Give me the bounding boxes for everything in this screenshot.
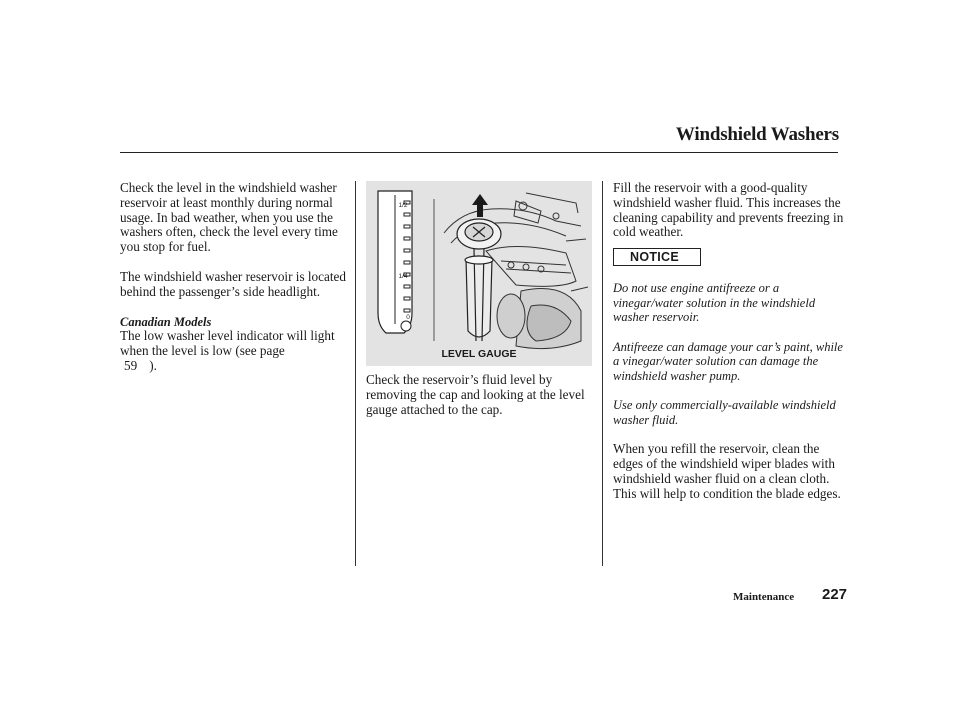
notice-antifreeze-warning: Do not use engine antifreeze or a vinegar/water solution in the windshield washer reservoir.: [613, 281, 816, 325]
level-gauge: [378, 191, 434, 341]
column-divider-left: [355, 181, 356, 566]
page-title: Windshield Washers: [675, 124, 839, 145]
notice-damage-warning: Antifreeze can damage your car’s paint, while a vinegar/water solution can damage the windshield washer pump.: [613, 339, 843, 383]
check-fluid-level-paragraph: Check the reservoir’s fluid level by removing the cap and looking at the level gauge attached to the cap.: [366, 372, 585, 417]
page-reference-link[interactable]: 59: [124, 357, 138, 373]
low-level-indicator-text: The low washer level indicator will light when the level is low (see page: [120, 328, 335, 359]
check-level-paragraph: Check the level in the windshield washer reservoir at least monthly during normal usage. In bad weather, when you use the washers often, check the level every time you stop for fuel.: [120, 180, 338, 255]
column-2: [366, 373, 592, 432]
canadian-models-subheading: Canadian Models: [120, 314, 212, 329]
notice-label: NOTICE: [613, 248, 701, 266]
level-gauge-illustration: [366, 181, 592, 366]
figure-caption: LEVEL GAUGE: [441, 348, 517, 360]
low-level-indicator-paragraph: [120, 329, 352, 373]
level-gauge-figure: [366, 181, 592, 366]
tick-label-half: 1/2: [398, 202, 408, 209]
fill-reservoir-paragraph: Fill the reservoir with a good-quality windshield washer fluid. This increases the cleaning capability and prevents freezing in cold weather.: [613, 180, 844, 240]
page-number: 227: [822, 586, 848, 603]
column-divider-right: [602, 181, 603, 566]
title-rule: [120, 152, 838, 153]
clean-wiper-paragraph: When you refill the reservoir, clean the edges of the windshield wiper blades with windshield washer fluid on a clean cloth. This will help to condition the blade edges.: [613, 441, 841, 501]
column-1: [120, 181, 352, 389]
column-3: [613, 181, 845, 516]
footer-section-name: Maintenance: [733, 591, 795, 603]
notice-fluid-recommendation: Use only commercially-available windshield washer fluid.: [613, 398, 836, 427]
tick-label-quarter: 1/4: [398, 273, 408, 280]
low-level-indicator-end: ).: [149, 357, 157, 373]
reservoir-location-paragraph: The windshield washer reservoir is located behind the passenger’s side headlight.: [120, 268, 346, 299]
tick-label-zero: 0: [406, 314, 410, 321]
